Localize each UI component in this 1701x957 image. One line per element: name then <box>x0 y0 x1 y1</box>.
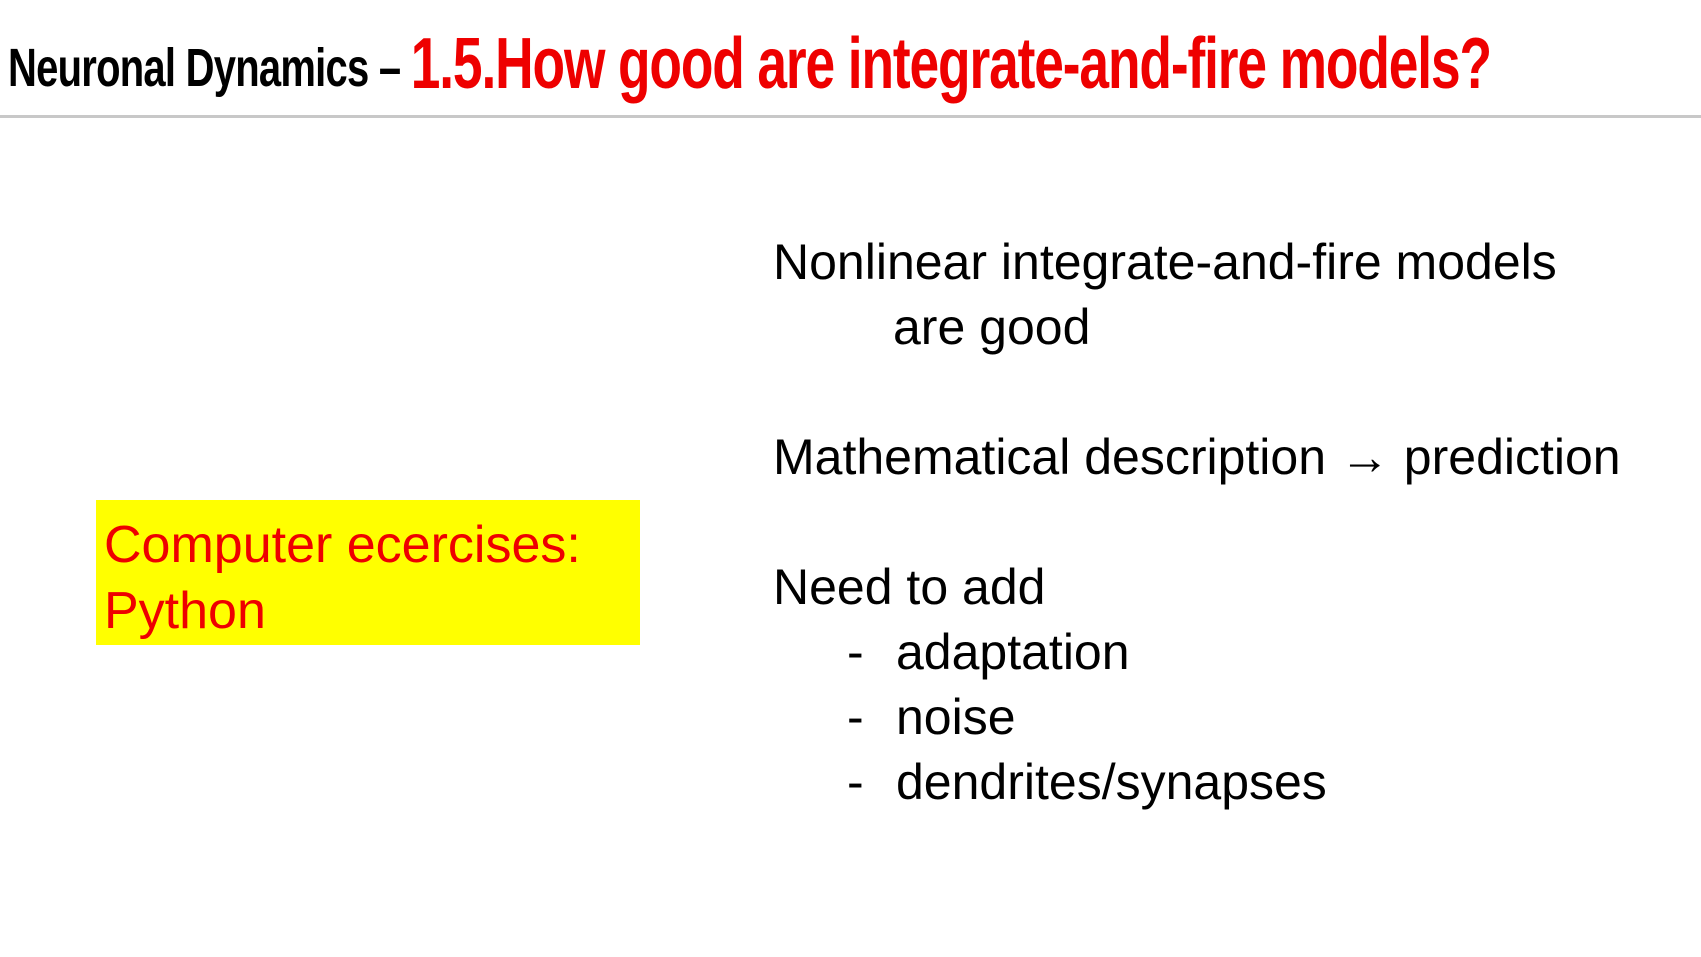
body-line-mathematical: Mathematical description → prediction <box>773 429 1621 485</box>
callout-line-1: Computer ecercises: <box>104 516 581 574</box>
list-item-label: adaptation <box>896 624 1130 680</box>
slide-body <box>773 230 1693 815</box>
slide-header <box>0 0 1701 118</box>
body-line-nonlinear: Nonlinear integrate-and-fire models <box>773 234 1557 290</box>
spacer <box>773 360 1693 425</box>
computer-exercises-callout <box>96 500 640 645</box>
bullet-dash: - <box>847 754 864 810</box>
list-item-label: noise <box>896 689 1016 745</box>
list-item-noise <box>773 685 1693 750</box>
title-prefix: Neuronal Dynamics – <box>8 38 411 98</box>
list-item-label: dendrites/synapses <box>896 754 1327 810</box>
spacer <box>773 490 1693 555</box>
list-item-dendrites <box>773 750 1693 815</box>
body-line-are-good: are good <box>893 299 1091 355</box>
bullet-dash: - <box>847 624 864 680</box>
title-main: 1.5.How good are integrate-and-fire models? <box>410 24 1491 104</box>
callout-line-2: Python <box>104 582 266 640</box>
bullet-dash: - <box>847 689 864 745</box>
needs-list <box>773 620 1693 815</box>
list-item-adaptation <box>773 620 1693 685</box>
slide-title <box>8 24 1491 104</box>
body-line-need-to-add: Need to add <box>773 559 1046 615</box>
